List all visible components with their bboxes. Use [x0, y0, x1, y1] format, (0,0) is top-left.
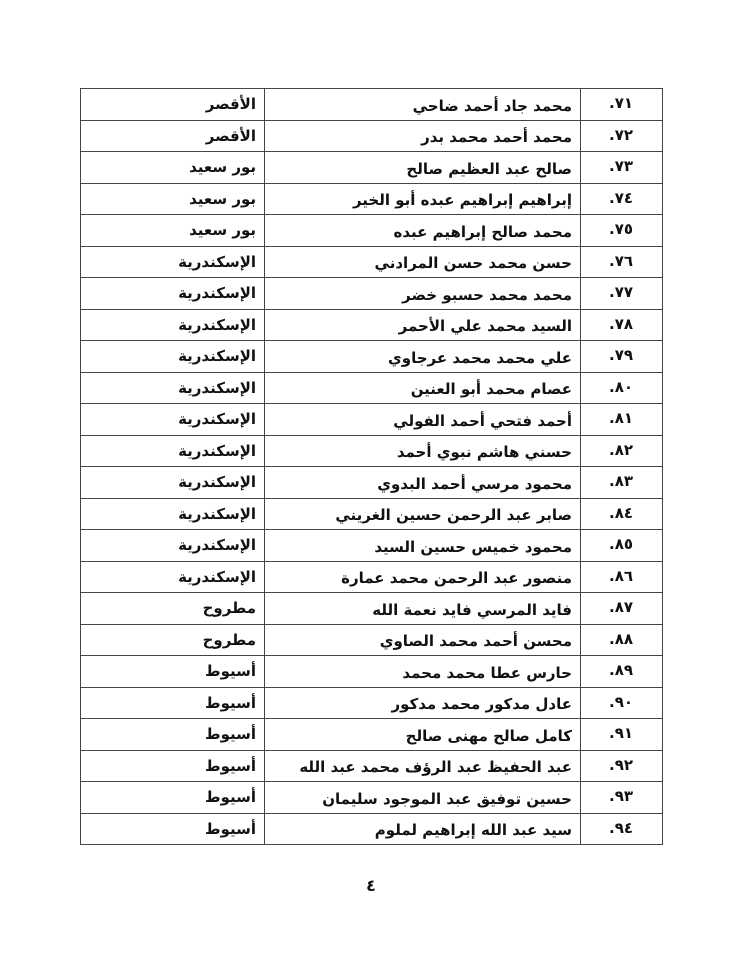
governorate: الإسكندرية — [81, 246, 265, 278]
governorate: الإسكندرية — [81, 278, 265, 310]
person-name: أحمد فتحي أحمد الفولي — [265, 404, 581, 436]
row-number: ٨٢. — [581, 435, 663, 467]
person-name: عادل مدكور محمد مدكور — [265, 687, 581, 719]
table-row — [81, 372, 663, 404]
table-row — [81, 341, 663, 373]
table-row — [81, 593, 663, 625]
person-name: سيد عبد الله إبراهيم لملوم — [265, 813, 581, 845]
row-number: ٩١. — [581, 719, 663, 751]
table-row — [81, 215, 663, 247]
governorate: أسيوط — [81, 656, 265, 688]
row-number: ٨٦. — [581, 561, 663, 593]
governorate: الإسكندرية — [81, 372, 265, 404]
person-name: عبد الحفيظ عبد الرؤف محمد عبد الله — [265, 750, 581, 782]
governorate: الإسكندرية — [81, 309, 265, 341]
row-number: ٩٠. — [581, 687, 663, 719]
table-row — [81, 152, 663, 184]
table-row — [81, 467, 663, 499]
governorate: مطروح — [81, 593, 265, 625]
governorate: أسيوط — [81, 750, 265, 782]
person-name: محمد محمد حسبو خضر — [265, 278, 581, 310]
governorate: الإسكندرية — [81, 467, 265, 499]
row-number: ٧٩. — [581, 341, 663, 373]
row-number: ٨٥. — [581, 530, 663, 562]
person-name: حسن محمد حسن المرادني — [265, 246, 581, 278]
person-name: محمد جاد أحمد ضاحي — [265, 89, 581, 121]
governorate: أسيوط — [81, 813, 265, 845]
row-number: ٨٠. — [581, 372, 663, 404]
table-row — [81, 561, 663, 593]
governorate: الإسكندرية — [81, 435, 265, 467]
person-name: صالح عبد العظيم صالح — [265, 152, 581, 184]
governorate: الإسكندرية — [81, 530, 265, 562]
names-table — [80, 88, 663, 845]
table-row — [81, 183, 663, 215]
row-number: ٨٤. — [581, 498, 663, 530]
table-row — [81, 719, 663, 751]
table-row — [81, 782, 663, 814]
row-number: ٩٢. — [581, 750, 663, 782]
person-name: حسني هاشم نبوي أحمد — [265, 435, 581, 467]
row-number: ٧٣. — [581, 152, 663, 184]
row-number: ٨١. — [581, 404, 663, 436]
row-number: ٨٧. — [581, 593, 663, 625]
table-row — [81, 89, 663, 121]
governorate: بور سعيد — [81, 152, 265, 184]
governorate: أسيوط — [81, 719, 265, 751]
table-row — [81, 813, 663, 845]
person-name: محمد صالح إبراهيم عبده — [265, 215, 581, 247]
table-row — [81, 278, 663, 310]
governorate: بور سعيد — [81, 215, 265, 247]
governorate: الإسكندرية — [81, 498, 265, 530]
governorate: الإسكندرية — [81, 341, 265, 373]
table-row — [81, 309, 663, 341]
row-number: ٧٨. — [581, 309, 663, 341]
table-row — [81, 404, 663, 436]
table-row — [81, 435, 663, 467]
row-number: ٧٢. — [581, 120, 663, 152]
person-name: محمود خميس حسين السيد — [265, 530, 581, 562]
page-number: ٤ — [366, 876, 376, 895]
person-name: حارس عطا محمد محمد — [265, 656, 581, 688]
row-number: ٧٤. — [581, 183, 663, 215]
row-number: ٧٥. — [581, 215, 663, 247]
governorate: أسيوط — [81, 782, 265, 814]
row-number: ٨٩. — [581, 656, 663, 688]
table-row — [81, 246, 663, 278]
table-row — [81, 120, 663, 152]
row-number: ٧٧. — [581, 278, 663, 310]
person-name: كامل صالح مهنى صالح — [265, 719, 581, 751]
governorate: الإسكندرية — [81, 404, 265, 436]
person-name: حسين توفيق عبد الموجود سليمان — [265, 782, 581, 814]
person-name: إبراهيم إبراهيم عبده أبو الخير — [265, 183, 581, 215]
person-name: السيد محمد علي الأحمر — [265, 309, 581, 341]
governorate: الأقصر — [81, 120, 265, 152]
row-number: ٧٦. — [581, 246, 663, 278]
row-number: ٧١. — [581, 89, 663, 121]
table-row — [81, 530, 663, 562]
governorate: الأقصر — [81, 89, 265, 121]
table-row — [81, 656, 663, 688]
names-table-body — [81, 89, 663, 845]
table-row — [81, 750, 663, 782]
governorate: مطروح — [81, 624, 265, 656]
person-name: علي محمد محمد عرجاوي — [265, 341, 581, 373]
person-name: منصور عبد الرحمن محمد عمارة — [265, 561, 581, 593]
person-name: فايد المرسي فايد نعمة الله — [265, 593, 581, 625]
governorate: أسيوط — [81, 687, 265, 719]
person-name: محمود مرسي أحمد البدوي — [265, 467, 581, 499]
person-name: عصام محمد أبو العنين — [265, 372, 581, 404]
row-number: ٨٣. — [581, 467, 663, 499]
row-number: ٩٤. — [581, 813, 663, 845]
governorate: الإسكندرية — [81, 561, 265, 593]
table-row — [81, 498, 663, 530]
row-number: ٨٨. — [581, 624, 663, 656]
person-name: صابر عبد الرحمن حسين الغريني — [265, 498, 581, 530]
row-number: ٩٣. — [581, 782, 663, 814]
person-name: محمد أحمد محمد بدر — [265, 120, 581, 152]
person-name: محسن أحمد محمد الصاوي — [265, 624, 581, 656]
table-row — [81, 624, 663, 656]
governorate: بور سعيد — [81, 183, 265, 215]
table-row — [81, 687, 663, 719]
